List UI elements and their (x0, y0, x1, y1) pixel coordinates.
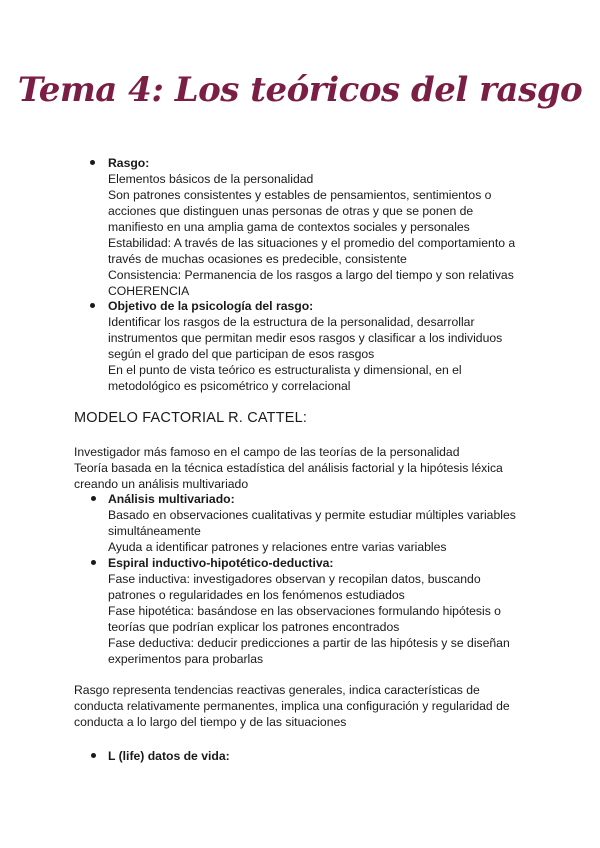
rasgo-line: manifiesto en una amplia gama de contextos sociales y personales (108, 220, 470, 234)
espiral-section (108, 555, 510, 667)
life-section (108, 748, 230, 764)
analisis-line: simultáneamente (108, 524, 201, 538)
rasgo-label: Rasgo: (108, 156, 150, 170)
intro-line: creando un análisis multivariado (74, 477, 249, 491)
objetivo-line: En el punto de vista teórico es estructuralista y dimensional, en el (108, 363, 462, 377)
rasgo-line: acciones que distinguen unas personas de otras y que se ponen de (108, 204, 474, 218)
rasgo-line: Elementos básicos de la personalidad (108, 172, 314, 186)
objetivo-section (108, 298, 502, 394)
espiral-line: Fase deductiva: deducir predicciones a partir de las hipótesis y se diseñan (108, 636, 510, 650)
espiral-line: experimentos para probarlas (108, 652, 264, 666)
rasgo-line: Consistencia: Permanencia de los rasgos a largo del tiempo y son relativas (108, 268, 514, 282)
rasgo-definition-line: Rasgo representa tendencias reactivas generales, indica características de (74, 683, 480, 697)
rasgo-line: Estabilidad: A través de las situaciones y el promedio del comportamiento a (108, 236, 516, 250)
page-title: Tema 4: Los teóricos del rasgo (17, 70, 583, 110)
intro-paragraph (74, 444, 503, 492)
rasgo-definition-line: conducta a lo largo del tiempo y de las situaciones (74, 715, 347, 729)
analisis-label: Análisis multivariado: (108, 492, 235, 506)
espiral-line: patrones o regularidades en los fenómenos estudiados (108, 588, 405, 602)
rasgo-section (108, 155, 515, 299)
espiral-line: Fase inductiva: investigadores observan y recopilan datos, buscando (108, 572, 481, 586)
rasgo-definition-paragraph (74, 682, 510, 730)
rasgo-line: través de muchas ocasiones es predecible, consistente (108, 252, 407, 266)
rasgo-definition-line: conducta relativamente permanentes, implica una configuración y regularidad de (74, 699, 510, 713)
objetivo-label: Objetivo de la psicología del rasgo: (108, 299, 314, 313)
rasgo-line: Son patrones consistentes y estables de pensamientos, sentimientos o (108, 188, 492, 202)
espiral-line: Fase hipotética: basándose en las observaciones formulando hipótesis o (108, 604, 501, 618)
intro-line: Investigador más famoso en el campo de las teorías de la personalidad (74, 445, 460, 459)
life-label: L (life) datos de vida: (108, 749, 230, 763)
bullet-icon (90, 160, 95, 165)
intro-line: Teoría basada en la técnica estadística del análisis factorial y la hipótesis léxica (74, 461, 503, 475)
objetivo-line: metodológico es psicométrico y correlacional (108, 379, 351, 393)
rasgo-line: COHERENCIA (108, 284, 190, 298)
modelo-heading: MODELO FACTORIAL R. CATTEL: (74, 410, 308, 426)
analisis-section (108, 491, 516, 555)
objetivo-line: instrumentos que permitan medir esos rasgos y clasificar a los individuos (108, 331, 503, 345)
bullet-icon (91, 496, 96, 501)
analisis-line: Ayuda a identificar patrones y relaciones entre varias variables (108, 540, 447, 554)
bullet-icon (91, 753, 96, 758)
objetivo-line: según el grado del que participan de esos rasgos (108, 347, 375, 361)
objetivo-line: Identificar los rasgos de la estructura de la personalidad, desarrollar (108, 315, 475, 329)
espiral-label: Espiral inductivo-hipotético-deductiva: (108, 556, 334, 570)
analisis-line: Basado en observaciones cualitativas y permite estudiar múltiples variables (108, 508, 516, 522)
espiral-line: teorías que podrían explicar los patrones encontrados (108, 620, 400, 634)
bullet-icon (90, 303, 95, 308)
bullet-icon (91, 560, 96, 565)
